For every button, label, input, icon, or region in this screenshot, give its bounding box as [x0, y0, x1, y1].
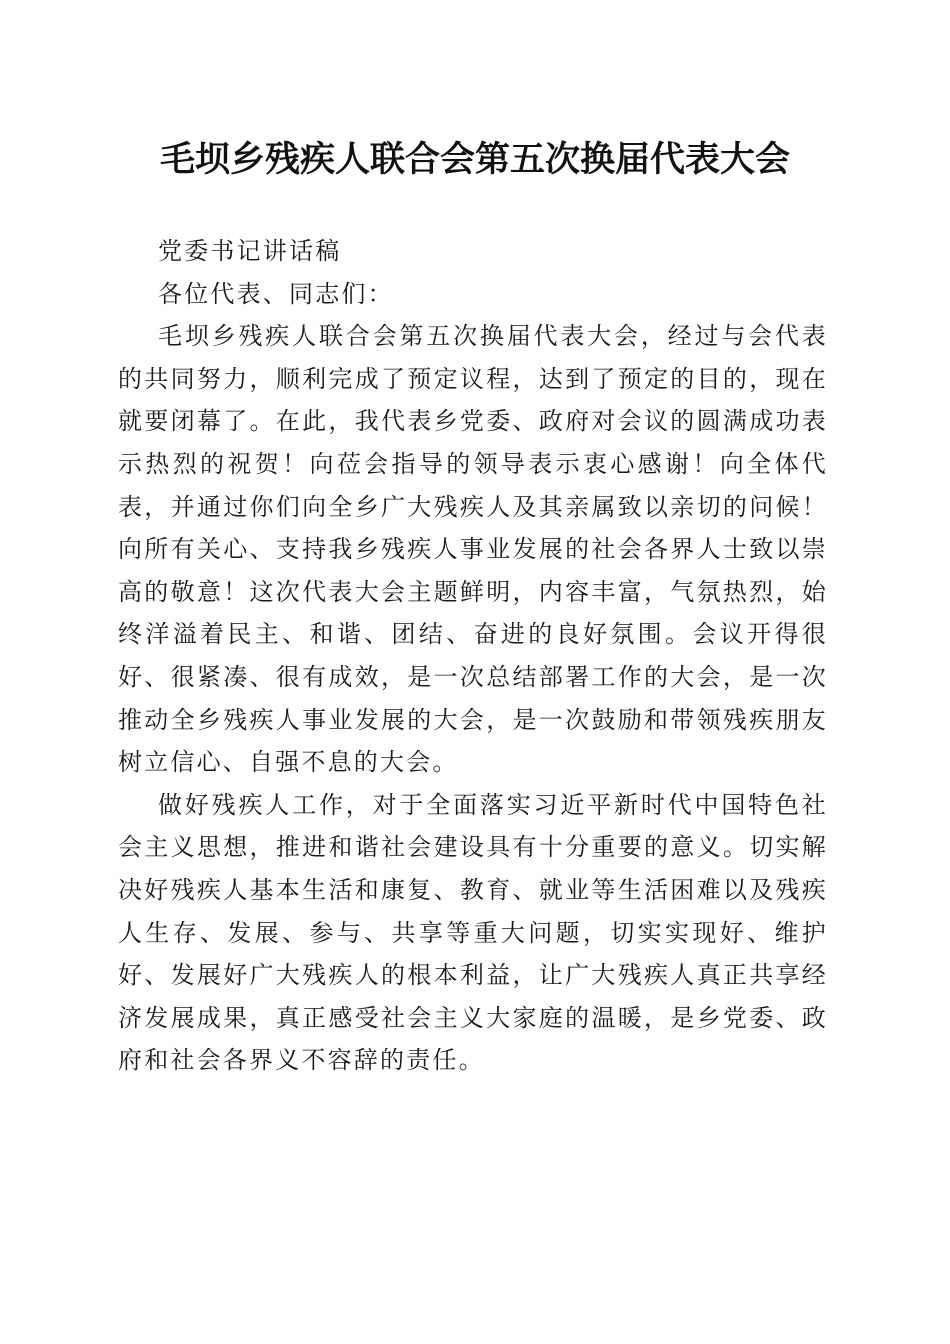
- document-title: 毛坝乡残疾人联合会第五次换届代表大会: [159, 139, 790, 180]
- document-subtitle: 党委书记讲话稿: [158, 237, 342, 265]
- document-body: [118, 230, 828, 1082]
- paragraph-1: 毛坝乡残疾人联合会第五次换届代表大会，经过与会代表的共同努力，顺利完成了预定议程，达到了预定的目的，现在就要闭幕了。在此，我代表乡党委、政府对会议的圆满成功表示热烈的祝贺！向莅会指导的领导表示衷心感谢！向全体代表，并通过你们向全乡广大残疾人及其亲属致以亲切的问候！向所有关心、支持我乡残疾人事业发展的社会各界人士致以崇高的敬意！这次代表大会主题鲜明，内容丰富，气氛热烈，始终洋溢着民主、和谐、团结、奋进的良好氛围。会议开得很好、很紧凑、很有成效，是一次总结部署工作的大会，是一次推动全乡残疾人事业发展的大会，是一次鼓励和带领残疾朋友树立信心、自强不息的大会。: [118, 322, 828, 777]
- salutation: 各位代表、同志们：: [158, 279, 394, 308]
- paragraph-2: 做好残疾人工作，对于全面落实习近平新时代中国特色社会主义思想，推进和谐社会建设具有十分重要的意义。切实解决好残疾人基本生活和康复、教育、就业等生活困难以及残疾人生存、发展、参与、共享等重大问题，切实实现好、维护好、发展好广大残疾人的根本利益，让广大残疾人真正共享经济发展成果，真正感受社会主义大家庭的温暖，是乡党委、政府和社会各界义不容辞的责任。: [118, 790, 828, 1075]
